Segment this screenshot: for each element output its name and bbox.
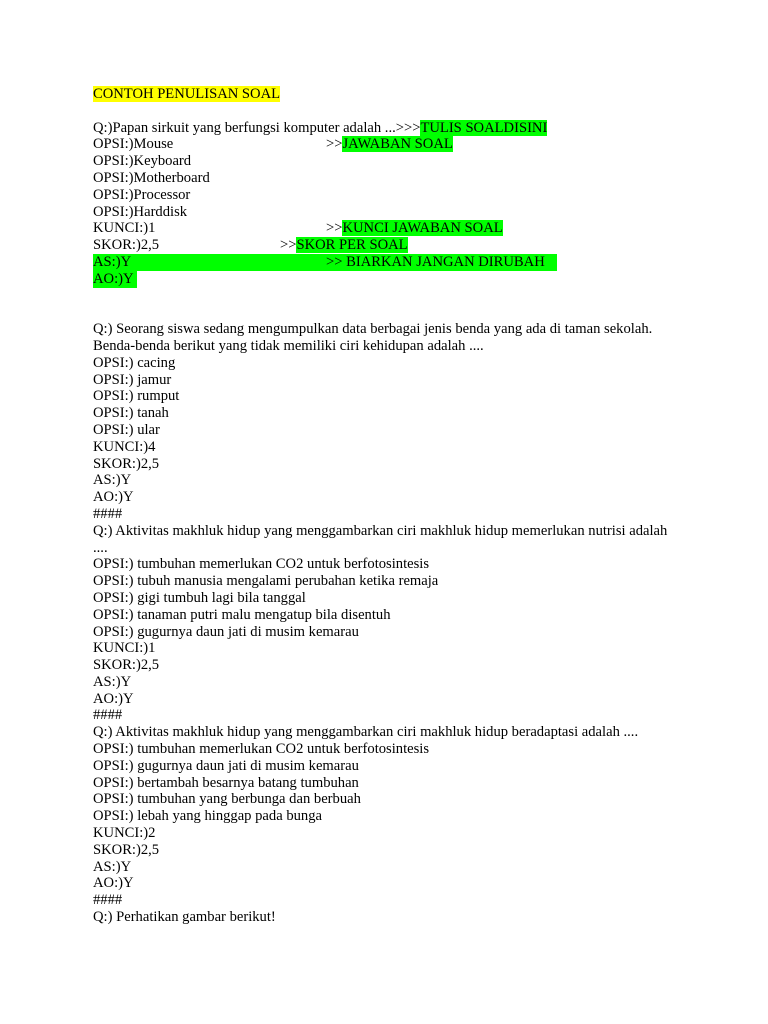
question-2-option-2: OPSI:) tubuh manusia mengalami perubahan ketika remaja	[93, 573, 439, 590]
question-3-option-3: OPSI:) bertambah besarnya batang tumbuhan	[93, 774, 359, 791]
document-page	[93, 86, 693, 926]
example-ao-text: AO:)Y	[93, 271, 137, 288]
example-option-1-text: OPSI:)Mouse	[93, 136, 174, 153]
question-1-kunci: KUNCI:)4	[93, 438, 156, 455]
example-as-text: AS:)Y	[93, 253, 132, 270]
example-option-5: OPSI:)Harddisk	[93, 203, 188, 220]
example-kunci	[93, 220, 693, 237]
question-1-skor: SKOR:)2,5	[93, 455, 160, 472]
question-1-option-2: OPSI:) jamur	[93, 371, 172, 388]
option-note-arrow: >>	[326, 136, 343, 153]
question-3-separator: ####	[93, 892, 123, 909]
skor-note-arrow: >>	[280, 237, 297, 254]
example-as-band	[93, 254, 557, 271]
question-2-as: AS:)Y	[93, 673, 132, 690]
question-2-kunci: KUNCI:)1	[93, 640, 156, 657]
question-3-option-5: OPSI:) lebah yang hinggap pada bunga	[93, 808, 322, 825]
question-2-option-5: OPSI:) gugurnya daun jati di musim kemarau	[93, 623, 359, 640]
example-as	[93, 254, 693, 271]
question-1-option-1: OPSI:) cacing	[93, 354, 176, 371]
question-1-text: Q:) Seorang siswa sedang mengumpulkan data berbagai jenis benda yang ada di taman sekolah. Benda-benda berikut yang tidak memiliki ciri kehidupan adalah ....	[93, 321, 653, 354]
example-skor	[93, 237, 693, 254]
example-kunci-text: KUNCI:)1	[93, 220, 156, 237]
kunci-note-text: KUNCI JAWABAN SOAL	[342, 220, 503, 237]
question-1-option-3: OPSI:) rumput	[93, 388, 180, 405]
question-1-ao: AO:)Y	[93, 489, 134, 506]
question-2-separator: ####	[93, 707, 123, 724]
example-skor-note	[280, 237, 408, 254]
question-1-as: AS:)Y	[93, 472, 132, 489]
example-skor-text: SKOR:)2,5	[93, 237, 160, 254]
question-2-option-1: OPSI:) tumbuhan memerlukan CO2 untuk berfotosintesis	[93, 556, 430, 573]
question-3-as: AS:)Y	[93, 858, 132, 875]
question-2-text: Q:) Aktivitas makhluk hidup yang menggambarkan ciri makhluk hidup memerlukan nutrisi adalah ....	[93, 522, 668, 556]
question-4-text: Q:) Perhatikan gambar berikut!	[93, 909, 276, 926]
example-option-4: OPSI:)Processor	[93, 186, 191, 203]
example-option-3: OPSI:)Motherboard	[93, 169, 210, 186]
question-2-ao: AO:)Y	[93, 690, 134, 707]
kunci-note-arrow: >>	[326, 220, 343, 237]
question-3-option-2: OPSI:) gugurnya daun jati di musim kemarau	[93, 757, 359, 774]
question-3-option-1: OPSI:) tumbuhan memerlukan CO2 untuk berfotosintesis	[93, 741, 430, 758]
question-1-separator: ####	[93, 505, 123, 522]
question-2-option-3: OPSI:) gigi tumbuh lagi bila tanggal	[93, 589, 306, 606]
question-2-option-4: OPSI:) tanaman putri malu mengatup bila disentuh	[93, 606, 391, 623]
question-3-text: Q:) Aktivitas makhluk hidup yang menggambarkan ciri makhluk hidup beradaptasi adalah ....	[93, 724, 639, 741]
example-question-text: Q:)Papan sirkuit yang berfungsi komputer adalah ...>>>	[93, 119, 421, 136]
heading-line	[93, 86, 693, 103]
example-option-1	[93, 136, 693, 153]
question-3-ao: AO:)Y	[93, 875, 134, 892]
example-kunci-note	[326, 220, 503, 237]
question-1-option-5: OPSI:) ular	[93, 421, 160, 438]
example-as-note: >> BIARKAN JANGAN DIRUBAH	[326, 253, 545, 270]
example-option-note	[326, 136, 453, 153]
question-1-option-4: OPSI:) tanah	[93, 405, 169, 422]
question-3-option-4: OPSI:) tumbuhan yang berbunga dan berbuah	[93, 791, 361, 808]
question-3-skor: SKOR:)2,5	[93, 841, 160, 858]
example-ao	[93, 271, 693, 288]
question-2-skor: SKOR:)2,5	[93, 657, 160, 674]
document-heading: CONTOH PENULISAN SOAL	[93, 86, 281, 102]
question-3-kunci: KUNCI:)2	[93, 825, 156, 842]
example-question-note: TULIS SOALDISINI	[420, 119, 548, 136]
example-question	[93, 120, 693, 137]
example-option-2: OPSI:)Keyboard	[93, 153, 192, 170]
skor-note-text: SKOR PER SOAL	[296, 237, 408, 254]
option-note-text: JAWABAN SOAL	[342, 136, 453, 153]
